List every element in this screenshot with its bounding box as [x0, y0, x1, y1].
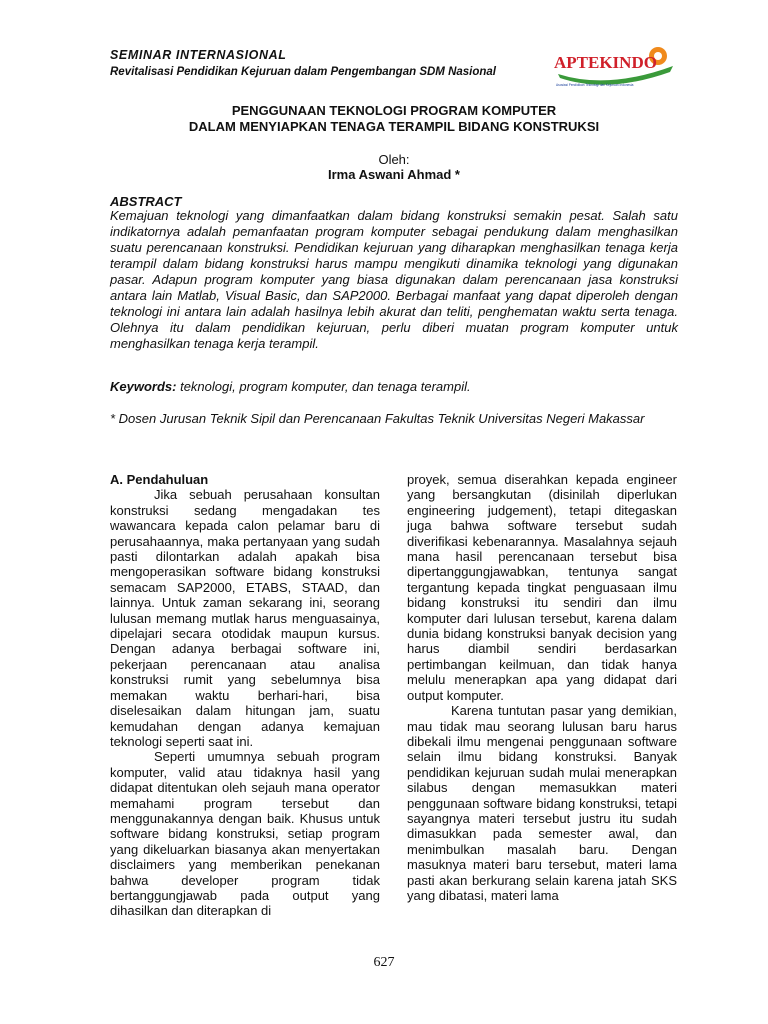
keywords-list: teknologi, program komputer, dan tenaga terampil. [176, 379, 471, 394]
paragraph: proyek, semua diserahkan kepada engineer yang bersangkutan (disinilah diperlukan engineering judgement), tetapi ditegaskan juga bahwa software tersebut sudah diverifikasi kebenarannya. Masalahnya sejauh mana hasil perencanaan tersebut bisa dipertanggungjawabkan, tentunya sangat tergantung kepada tingkat penguasaan ilmu bidang konstruksi itu sendiri dan ilmu komputer dari lulusan tersebut, karena dalam dunia bidang konstruksi banyak decision yang harus diambil sendiri berdasarkan pertimbangan keilmuan, dan tidak hanya melulu menerapkan apa yang didapat dari output komputer. [407, 472, 677, 703]
keywords [110, 379, 678, 395]
logo-tagline: Asosiasi Pendidikan Teknologi dan Kejuruan Indonesia [556, 83, 634, 87]
author-name: Irma Aswani Ahmad * [328, 167, 460, 182]
by-label: Oleh: [378, 152, 410, 167]
paper-title-line-2: DALAM MENYIAPKAN TENAGA TERAMPIL BIDANG KONSTRUKSI [188, 119, 600, 134]
aptekindo-logo [548, 44, 678, 90]
paragraph: Jika sebuah perusahaan konsultan konstruksi sedang mengadakan tes wawancara kepada calon pelamar baru di perusahaannya, maka pertanyaan yang sudah pasti dilontarkan adalah apakah bisa mengoperasikan software bidang konstruksi semacam SAP2000, ETABS, STAAD, dan lainnya. Untuk zaman sekarang ini, seorang lulusan memang mutlak harus menguasainya, dipelajari secara otodidak maupun kursus. Dengan adanya berbagai software ini, pekerjaan perencanaan atau analisa konstruksi rumit yang sebelumnya bisa memakan waktu berhari-hari, bisa diselesaikan dalam hitungan jam, suatu kemudahan dengan adanya kemajuan teknologi seperti saat ini. [110, 487, 380, 749]
logo-wordmark: APTEKINDO [554, 53, 657, 72]
abstract-text: Kemajuan teknologi yang dimanfaatkan dalam bidang konstruksi semakin pesat. Salah satu indikatornya adalah pemanfaatan program komputer sebagai pendukung dalam menghasilkan suatu perencanaan konstruksi. Pendidikan kejuruan yang diharapkan menghasilkan tenaga kerja terampil dalam bidang konstruksi harus mampu mengikuti dinamika teknologi yang digunakan pasar. Adapun program komputer yang biasa digunakan dalam perencanaan jasa konstruksi antara lain Matlab, Visual Basic, dan SAP2000. Berbagai manfaat yang dapat diperoleh dengan teknologi ini antara lain adalah hasilnya lebih akurat dan teliti, penghematan waktu serta tenaga. Olehnya itu dalam pendidikan kejuruan, perlu diberi muatan program komputer untuk menghasilkan tenaga kerja terampil. [110, 208, 678, 351]
paper-title [110, 103, 678, 135]
keywords-label: Keywords: [110, 379, 177, 394]
paper-title-line-1: PENGGUNAAN TEKNOLOGI PROGRAM KOMPUTER [231, 103, 557, 118]
section-heading: A. Pendahuluan [110, 472, 209, 487]
seminar-title: SEMINAR INTERNASIONAL [110, 48, 287, 62]
left-column [110, 472, 380, 919]
right-column [407, 472, 677, 903]
paragraph: Karena tuntutan pasar yang demikian, mau tidak mau seorang lulusan baru harus dibekali ilmu mengenai penggunaan software selain ilmu bidang konstruksi. Banyak pendidikan kejuruan sudah mulai menerapkan silabus dengan memasukkan materi penggunaan software bidang konstruksi, tetapi sayangnya materi tersebut justru itu sudah dimasukkan pada semester awal, dan menimbulkan masalah baru. Dengan masuknya materi baru tersebut, materi lama pasti akan berkurang selain karena jatah SKS yang dibatasi, materi lama [407, 703, 677, 903]
paragraph: Seperti umumnya sebuah program komputer, valid atau tidaknya hasil yang didapat ditentukan oleh sejauh mana operator memahami program tersebut dan menggunakannya dengan baik. Khusus untuk software bidang konstruksi, setiap program yang dikeluarkan biasanya akan menyertakan disclaimers yang memberikan penekanan bahwa developer program tidak bertanggungjawab pada output yang dihasilkan dan diterapkan di [110, 749, 380, 919]
abstract-heading: ABSTRACT [110, 194, 182, 209]
page-number: 627 [373, 955, 395, 970]
seminar-subtitle: Revitalisasi Pendidikan Kejuruan dalam Pengembangan SDM Nasional [110, 66, 496, 78]
author-affiliation: * Dosen Jurusan Teknik Sipil dan Perencanaan Fakultas Teknik Universitas Negeri Makassar [110, 411, 645, 426]
